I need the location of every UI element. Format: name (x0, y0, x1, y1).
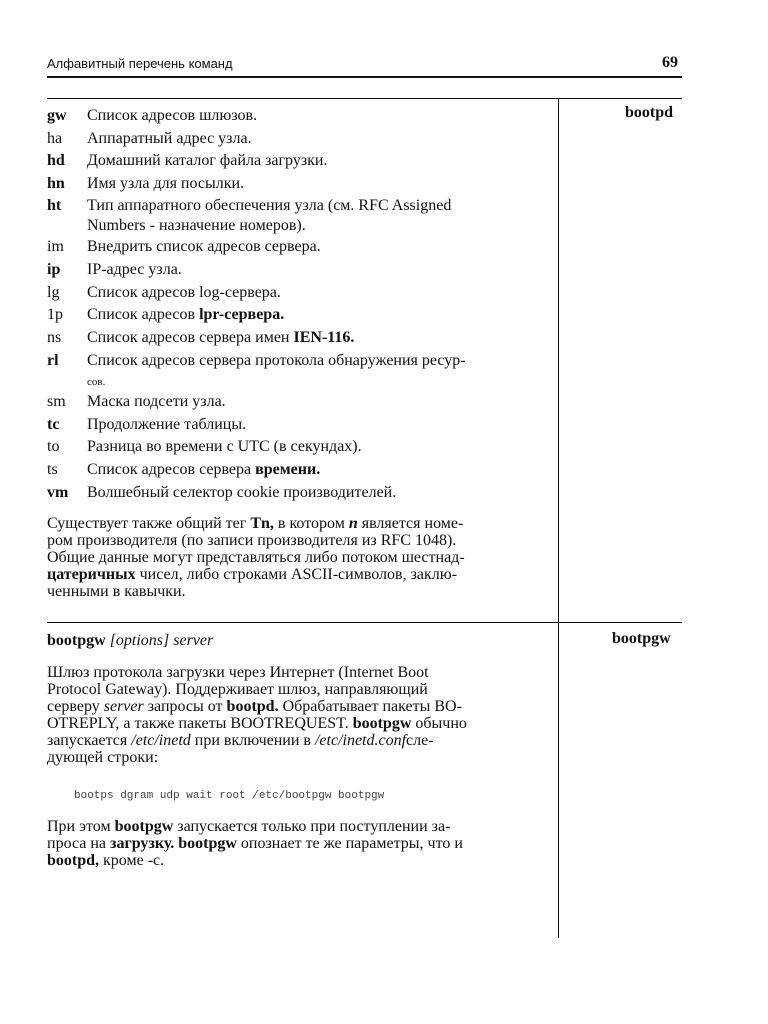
text: опознает те же параметры, что и (240, 835, 463, 852)
option-row (47, 460, 552, 480)
option-row (47, 305, 552, 325)
text: чисел, либо строками ASCII-символов, заклю- (139, 566, 458, 583)
text: запросы от (147, 698, 223, 715)
text-bold: bootpgw (114, 818, 174, 835)
text-bold: bootpd. (226, 698, 279, 715)
option-row (47, 437, 552, 457)
text: проса на (47, 835, 107, 852)
option-desc-bold: IEN-116. (293, 329, 355, 346)
option-row (47, 174, 552, 194)
text: является номе- (361, 515, 464, 532)
option-desc: Список адресов шлюзов. (87, 107, 258, 124)
config-line: bootps dgram udp wait root /etc/bootpgw bootpgw (74, 790, 385, 802)
option-desc: Имя узла для посылки. (87, 175, 245, 192)
option-row (47, 129, 552, 149)
text: При этом (47, 818, 111, 835)
option-key: ha (47, 130, 63, 147)
text-bold: bootpd, (47, 852, 100, 869)
option-row (47, 392, 552, 412)
bootpgw-description (47, 664, 550, 766)
column-divider (558, 98, 559, 938)
text-bold: bootpgw (178, 835, 237, 852)
text: ром производителя (по записи производителя из RFC 1048). (47, 532, 457, 549)
text: кроме -с. (103, 852, 165, 869)
text-bold: загрузку. (110, 835, 175, 852)
text: OTREPLY, а также пакеты BOOTREQUEST. (47, 715, 349, 732)
option-desc-bold: времени. (255, 461, 321, 478)
option-key: ns (47, 329, 62, 346)
option-row (47, 260, 552, 280)
option-desc-cont: сов. (87, 376, 106, 388)
text-italic: server (103, 698, 144, 715)
tag-var: n (348, 515, 358, 532)
running-header: Алфавитный перечень команд (47, 56, 233, 71)
option-row (47, 151, 552, 171)
text-italic: /etc/inetd.conf (314, 732, 407, 749)
header-rule (47, 76, 682, 78)
option-key: im (47, 238, 64, 255)
text: серверу (47, 698, 100, 715)
text-bold: цатеричных (47, 566, 136, 583)
vendor-tag-paragraph (47, 515, 550, 600)
option-desc: Список адресов (87, 306, 196, 323)
option-key: tc (47, 416, 60, 433)
option-key: ip (47, 261, 61, 278)
option-desc: Внедрить список адресов сервера. (87, 238, 321, 255)
option-key: rl (47, 352, 59, 369)
option-desc-bold: lpr-сервера. (199, 306, 285, 323)
text: Общие данные могут представляться либо потоком шестнад- (47, 549, 465, 566)
text: Существует также общий тег (47, 515, 247, 532)
option-row (47, 106, 552, 126)
section-rule-top (47, 98, 682, 99)
option-desc: Список адресов сервера имен (87, 329, 290, 346)
option-desc: Аппаратный адрес узла. (87, 130, 252, 147)
option-desc: Маска подсети узла. (87, 393, 226, 410)
text: Шлюз протокола загрузки через Интернет (Internet Boot (47, 664, 429, 681)
bootpgw-note (47, 818, 550, 869)
option-key: sm (47, 393, 66, 410)
option-desc: Список адресов log-сервера. (87, 284, 281, 301)
option-desc: Волшебный селектор cookie производителей. (87, 484, 397, 501)
option-key: ts (47, 461, 58, 478)
text: ченными в кавычки. (47, 583, 186, 600)
option-key: to (47, 438, 60, 455)
text: запускается (47, 732, 128, 749)
text: в котором (277, 515, 345, 532)
option-desc: Список адресов сервера протокола обнаружения ресур- (87, 352, 466, 369)
text: дующей строки: (47, 749, 159, 766)
command-name: bootpgw (47, 632, 106, 649)
text: запускается только при поступлении за- (177, 818, 451, 835)
option-row (47, 237, 552, 257)
text-bold: bootpgw (352, 715, 412, 732)
option-row (47, 415, 552, 435)
option-row (47, 328, 552, 348)
text: обычно (415, 715, 467, 732)
option-desc: Список адресов сервера (87, 461, 252, 478)
side-label-bootpgw: bootpgw (612, 630, 671, 647)
option-desc: IP-адрес узла. (87, 261, 182, 278)
option-key: hd (47, 152, 65, 169)
option-row (47, 196, 552, 236)
option-row (47, 483, 552, 503)
text-italic: /etc/inetd (131, 732, 191, 749)
section-rule (47, 622, 682, 623)
option-key: hn (47, 175, 65, 192)
option-key: lg (47, 284, 60, 301)
option-row (47, 283, 552, 303)
option-desc: Разница во времени с UTC (в секундах). (87, 438, 362, 455)
text: Обрабатывает пакеты BO- (282, 698, 462, 715)
tag-name: Tn, (250, 515, 274, 532)
option-key: ht (47, 197, 62, 214)
option-key: vm (47, 484, 69, 501)
option-key: gw (47, 107, 67, 124)
option-desc: Тип аппаратного обеспечения узла (см. RFC Assigned (87, 197, 452, 214)
text: сле- (406, 732, 434, 749)
option-desc: Продолжение таблицы. (87, 416, 247, 433)
text: Protocol Gateway). Поддерживает шлюз, направляющий (47, 681, 428, 698)
page-number: 69 (662, 54, 678, 71)
option-key: 1p (47, 306, 63, 323)
side-label-bootpd: bootpd (625, 104, 674, 121)
option-desc: Домашний каталог файла загрузки. (87, 152, 328, 169)
command-args: [options] server (109, 632, 214, 649)
option-desc-cont: Numbers - назначение номеров). (87, 217, 306, 234)
option-row (47, 351, 552, 392)
text: при включении в (194, 732, 311, 749)
bootpgw-syntax (47, 632, 550, 649)
